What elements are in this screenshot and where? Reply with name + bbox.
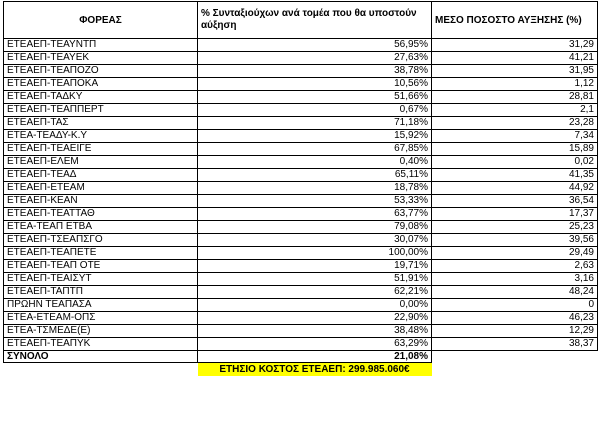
- spreadsheet: [3, 1, 597, 376]
- average-increase-cell: 46,23: [432, 312, 598, 325]
- pension-increase-table: [3, 1, 598, 376]
- total-row: [4, 351, 598, 363]
- entity-cell: ΕΤΕΑΕΠ-ΤΑΔΚΥ: [4, 91, 198, 104]
- average-increase-cell: 31,95: [432, 65, 598, 78]
- percent-cell: 15,92%: [198, 130, 432, 143]
- table-row: [4, 234, 598, 247]
- average-increase-cell: 0,02: [432, 156, 598, 169]
- average-increase-cell: 17,37: [432, 208, 598, 221]
- percent-cell: 51,66%: [198, 91, 432, 104]
- header-entity: ΦΟΡΕΑΣ: [4, 2, 198, 39]
- table-row: [4, 117, 598, 130]
- table-row: [4, 273, 598, 286]
- average-increase-cell: 39,56: [432, 234, 598, 247]
- average-increase-cell: 44,92: [432, 182, 598, 195]
- average-increase-cell: 15,89: [432, 143, 598, 156]
- entity-cell: ΕΤΕΑΕΠ-ΤΕΑΙΣΥΤ: [4, 273, 198, 286]
- average-increase-cell: 31,29: [432, 39, 598, 52]
- percent-cell: 30,07%: [198, 234, 432, 247]
- entity-cell: ΕΤΕΑΕΠ-ΤΕΑΥΝΤΠ: [4, 39, 198, 52]
- total-label: ΣΥΝΟΛΟ: [4, 351, 198, 363]
- percent-cell: 100,00%: [198, 247, 432, 260]
- table-row: [4, 39, 598, 52]
- average-increase-cell: 1,12: [432, 78, 598, 91]
- percent-cell: 63,77%: [198, 208, 432, 221]
- table-row: [4, 208, 598, 221]
- entity-cell: ΕΤΕΑ-ΕΤΕΑΜ-ΟΠΣ: [4, 312, 198, 325]
- percent-cell: 0,67%: [198, 104, 432, 117]
- entity-cell: ΕΤΕΑΕΠ-ΕΤΕΑΜ: [4, 182, 198, 195]
- percent-cell: 67,85%: [198, 143, 432, 156]
- table-row: [4, 156, 598, 169]
- average-increase-cell: 41,35: [432, 169, 598, 182]
- percent-cell: 63,29%: [198, 338, 432, 351]
- percent-cell: 22,90%: [198, 312, 432, 325]
- table-row: [4, 325, 598, 338]
- entity-cell: ΕΤΕΑΕΠ-ΤΕΑΥΕΚ: [4, 52, 198, 65]
- average-increase-cell: 2,1: [432, 104, 598, 117]
- table-row: [4, 260, 598, 273]
- table-row: [4, 338, 598, 351]
- average-increase-cell: 25,23: [432, 221, 598, 234]
- entity-cell: ΕΤΕΑΕΠ-ΤΕΑΕΙΓΕ: [4, 143, 198, 156]
- header-percent: % Συνταξιούχων ανά τομέα που θα υποστούν αύξηση: [198, 2, 432, 39]
- percent-cell: 53,33%: [198, 195, 432, 208]
- average-increase-cell: 48,24: [432, 286, 598, 299]
- table-row: [4, 195, 598, 208]
- average-increase-cell: 38,37: [432, 338, 598, 351]
- entity-cell: ΕΤΕΑΕΠ-ΤΑΣ: [4, 117, 198, 130]
- percent-cell: 62,21%: [198, 286, 432, 299]
- average-increase-cell: 12,29: [432, 325, 598, 338]
- table-body: [4, 39, 598, 351]
- entity-cell: ΕΤΕΑΕΠ-ΕΛΕΜ: [4, 156, 198, 169]
- percent-cell: 38,48%: [198, 325, 432, 338]
- entity-cell: ΕΤΕΑΕΠ-ΤΑΠΤΠ: [4, 286, 198, 299]
- percent-cell: 27,63%: [198, 52, 432, 65]
- header-row: [4, 2, 598, 39]
- percent-cell: 65,11%: [198, 169, 432, 182]
- annual-cost-row: [4, 363, 598, 377]
- average-increase-cell: 28,81: [432, 91, 598, 104]
- average-increase-cell: 41,21: [432, 52, 598, 65]
- table-row: [4, 169, 598, 182]
- percent-cell: 0,00%: [198, 299, 432, 312]
- entity-cell: ΕΤΕΑΕΠ-ΤΕΑΠΕΤΕ: [4, 247, 198, 260]
- entity-cell: ΕΤΕΑΕΠ-ΤΕΑΠΟΚΑ: [4, 78, 198, 91]
- table-row: [4, 143, 598, 156]
- table-row: [4, 286, 598, 299]
- table-row: [4, 299, 598, 312]
- average-increase-cell: 29,49: [432, 247, 598, 260]
- percent-cell: 19,71%: [198, 260, 432, 273]
- percent-cell: 79,08%: [198, 221, 432, 234]
- average-increase-cell: 0: [432, 299, 598, 312]
- table-row: [4, 78, 598, 91]
- table-row: [4, 182, 598, 195]
- percent-cell: 56,95%: [198, 39, 432, 52]
- total-percent: 21,08%: [198, 351, 432, 363]
- entity-cell: ΕΤΕΑΕΠ-ΤΕΑΠΠΕΡΤ: [4, 104, 198, 117]
- percent-cell: 0,40%: [198, 156, 432, 169]
- average-increase-cell: 7,34: [432, 130, 598, 143]
- entity-cell: ΕΤΕΑΕΠ-ΤΕΑΠΥΚ: [4, 338, 198, 351]
- total-empty-cell: [432, 351, 598, 363]
- table-row: [4, 130, 598, 143]
- table-row: [4, 312, 598, 325]
- table-row: [4, 104, 598, 117]
- entity-cell: ΕΤΕΑΕΠ-ΤΕΑΤΤΑΘ: [4, 208, 198, 221]
- header-average-increase: ΜΕΣΟ ΠΟΣΟΣΤΟ ΑΥΞΗΣΗΣ (%): [432, 2, 598, 39]
- annual-cost-highlight: ΕΤΗΣΙΟ ΚΟΣΤΟΣ ΕΤΕΑΕΠ: 299.985.060€: [198, 363, 432, 376]
- table-row: [4, 65, 598, 78]
- average-increase-cell: 36,54: [432, 195, 598, 208]
- average-increase-cell: 23,28: [432, 117, 598, 130]
- table-row: [4, 91, 598, 104]
- table-row: [4, 247, 598, 260]
- entity-cell: ΕΤΕΑ-ΤΕΑΠ ΕΤΒΑ: [4, 221, 198, 234]
- entity-cell: ΕΤΕΑ-ΤΣΜΕΔΕ(Ε): [4, 325, 198, 338]
- annual-cost-cell: [198, 363, 432, 377]
- entity-cell: ΕΤΕΑ-ΤΕΑΔΥ-Κ.Υ: [4, 130, 198, 143]
- average-increase-cell: 3,16: [432, 273, 598, 286]
- percent-cell: 51,91%: [198, 273, 432, 286]
- entity-cell: ΕΤΕΑΕΠ-ΤΕΑΠ ΟΤΕ: [4, 260, 198, 273]
- entity-cell: ΕΤΕΑΕΠ-ΤΣΕΑΠΣΓΟ: [4, 234, 198, 247]
- average-increase-cell: 2,63: [432, 260, 598, 273]
- table-row: [4, 52, 598, 65]
- entity-cell: ΕΤΕΑΕΠ-ΤΕΑΠΟΖΟ: [4, 65, 198, 78]
- entity-cell: ΕΤΕΑΕΠ-ΚΕΑΝ: [4, 195, 198, 208]
- table-row: [4, 221, 598, 234]
- percent-cell: 18,78%: [198, 182, 432, 195]
- percent-cell: 10,56%: [198, 78, 432, 91]
- percent-cell: 71,18%: [198, 117, 432, 130]
- percent-cell: 38,78%: [198, 65, 432, 78]
- entity-cell: ΠΡΩΗΝ ΤΕΑΠΑΣΑ: [4, 299, 198, 312]
- entity-cell: ΕΤΕΑΕΠ-ΤΕΑΔ: [4, 169, 198, 182]
